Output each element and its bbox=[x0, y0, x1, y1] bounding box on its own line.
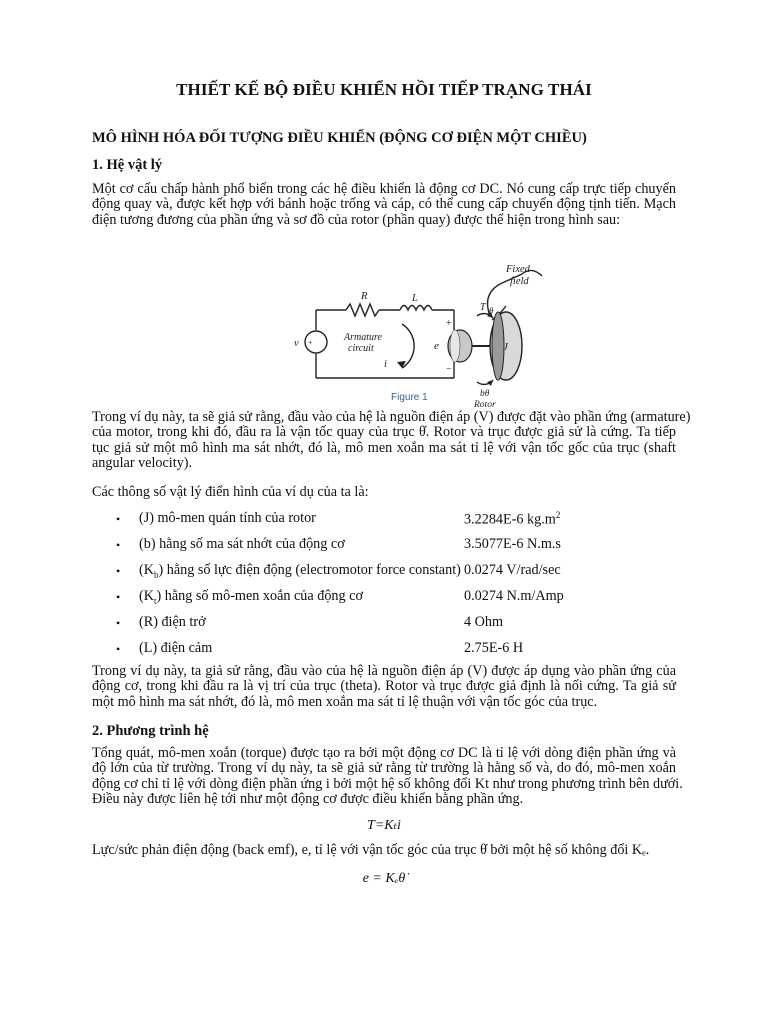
paragraph-position-output bbox=[92, 664, 676, 710]
label-minus: − bbox=[446, 364, 452, 375]
label-inductor: L bbox=[412, 293, 418, 304]
bullet-marker: • bbox=[116, 564, 121, 578]
label-fixed-field-1: Fixed bbox=[506, 264, 530, 275]
label-source-plus: + bbox=[308, 338, 313, 347]
label-theta: θ bbox=[489, 306, 494, 316]
param-value-l: 2.75E-6 H bbox=[464, 640, 524, 656]
paragraph-line: độ lớn của từ trường. Trong ví dụ này, ta sẽ giả sử rằng từ trường là hằng số và, do đó, mô-men xoắn bbox=[92, 760, 676, 777]
figure-caption: Figure 1 bbox=[391, 392, 428, 403]
subsection-heading-physical-system: 1. Hệ vật lý bbox=[92, 157, 163, 173]
params-intro: Các thông số vật lý điển hình của ví dụ của ta là: bbox=[92, 484, 369, 500]
paragraph-line: Trong ví dụ này, ta giả sử rằng, đầu vào của hệ là nguồn điện áp (V) được áp dụng vào phần ứng của bbox=[92, 663, 676, 679]
paragraph-line: động cơ chỉ tỉ lệ với dòng điện phần ứng i bởi một hệ số không đổi Kt như trong phương trình bên dưới. bbox=[92, 775, 683, 792]
label-rotor: Rotor bbox=[474, 400, 496, 410]
label-resistor: R bbox=[361, 291, 368, 302]
paragraph-line: Một cơ cấu chấp hành phổ biến trong các hệ điều khiển là động cơ DC. Nó cung cấp trực tiếp chuyển bbox=[92, 181, 676, 197]
paragraph-line: một mô hình ma sát nhớt, đó là, mô men xoắn ma sát tỉ lệ thuận với vận tốc góc của trục. bbox=[92, 693, 598, 710]
dc-motor-diagram bbox=[284, 250, 554, 410]
param-label-kt: $(K_t)$ hằng số mô-men xoắn của động cơ bbox=[139, 588, 363, 606]
equation-back-emf: e = Kₑθ̇ bbox=[362, 871, 406, 886]
label-fixed-field-2: field bbox=[510, 276, 529, 287]
bullet-marker: • bbox=[116, 616, 121, 630]
param-label-l: (L) điện cảm bbox=[139, 640, 213, 656]
param-value-j: 3.2284E-6 $kg.m^2$ bbox=[464, 510, 561, 528]
label-armature-2: circuit bbox=[348, 343, 374, 354]
bullet-marker: • bbox=[116, 512, 121, 526]
label-inertia: J bbox=[503, 341, 508, 353]
label-armature-1: Armature bbox=[344, 332, 382, 343]
label-back-emf: e bbox=[434, 340, 439, 352]
paragraph-line: động cơ, trong khi đầu ra là vị trí của trục (theta). Rotor và trục được giả định là nối cứng. Ta giả sử bbox=[92, 678, 676, 695]
section-heading: MÔ HÌNH HÓA ĐỐI TƯỢNG ĐIỀU KHIỂN (ĐỘNG CƠ ĐIỆN MỘT CHIỀU) bbox=[92, 130, 587, 146]
param-value-kb: 0.0274 V/rad/sec bbox=[464, 562, 561, 578]
bullet-marker: • bbox=[116, 590, 121, 604]
paragraph-intro bbox=[92, 182, 676, 228]
param-label-b: (b) hằng số ma sát nhớt của động cơ bbox=[139, 536, 345, 552]
label-plus: + bbox=[446, 318, 452, 329]
paragraph-line: Tổng quát, mô-men xoắn (torque) được tạo ra bởi một động cơ DC là tỉ lệ với dòng điện phần ứng và bbox=[92, 745, 676, 761]
bullet-marker: • bbox=[116, 642, 121, 656]
param-value-kt: 0.0274 N.m/Amp bbox=[464, 588, 564, 604]
paragraph-line: của motor, trong khi đó, đầu ra là vận tốc quay của trục θ̇. Rotor và trục được giả sử là cứng. Ta tiếp bbox=[92, 424, 676, 441]
document-title: THIẾT KẾ BỘ ĐIỀU KHIỂN HỒI TIẾP TRẠNG THÁI bbox=[176, 80, 592, 99]
paragraph-assumptions bbox=[92, 409, 691, 472]
paragraph-line: Trong ví dụ này, ta sẽ giả sử rằng, đầu vào của hệ là nguồn điện áp (V) được đặt vào phần ứng (armature) bbox=[92, 409, 691, 425]
param-value-r: 4 Ohm bbox=[464, 614, 504, 630]
paragraph-back-emf: Lực/sức phản điện động (back emf), e, tỉ lệ với vận tốc góc của trục θ̇ bởi một hệ số không đổi Kₑ. bbox=[92, 842, 650, 858]
param-label-r: (R) điện trở bbox=[139, 614, 206, 630]
subsection-heading-equations: 2. Phương trình hệ bbox=[92, 723, 209, 739]
bullet-marker: • bbox=[116, 538, 121, 552]
label-current: i bbox=[384, 359, 387, 370]
paragraph-line: tục giả sử một mô hình ma sát nhớt, đó là, mô men xoắn ma sát tỉ lệ với vận tốc gốc của trục (shaft bbox=[92, 439, 676, 456]
param-value-b: 3.5077E-6 N.m.s bbox=[464, 536, 561, 552]
param-label-kb: $(K_b)$ hằng số lực điện động (electromotor force constant) bbox=[139, 562, 461, 580]
equation-torque: T=Kₜi bbox=[367, 818, 401, 833]
label-friction: bθ bbox=[480, 389, 490, 399]
paragraph-line: angular velocity). bbox=[92, 455, 193, 472]
paragraph-line: Điều này được liên hệ tới như một động cơ được điều khiển bằng phần ứng. bbox=[92, 791, 524, 808]
param-label-j: (J) mô-men quán tính của rotor bbox=[139, 510, 316, 526]
paragraph-line: điện tương đương của phần ứng và sơ đồ của rotor (phần quay) được thể hiện trong hình sau: bbox=[92, 211, 621, 228]
label-torque: T bbox=[480, 302, 486, 313]
paragraph-torque bbox=[92, 745, 683, 808]
paragraph-line: động quay và, được kết hợp với bánh hoặc trống và cáp, có thể cung cấp chuyển động tịnh tiến. Mạch bbox=[92, 196, 676, 213]
label-voltage: v bbox=[294, 338, 299, 349]
